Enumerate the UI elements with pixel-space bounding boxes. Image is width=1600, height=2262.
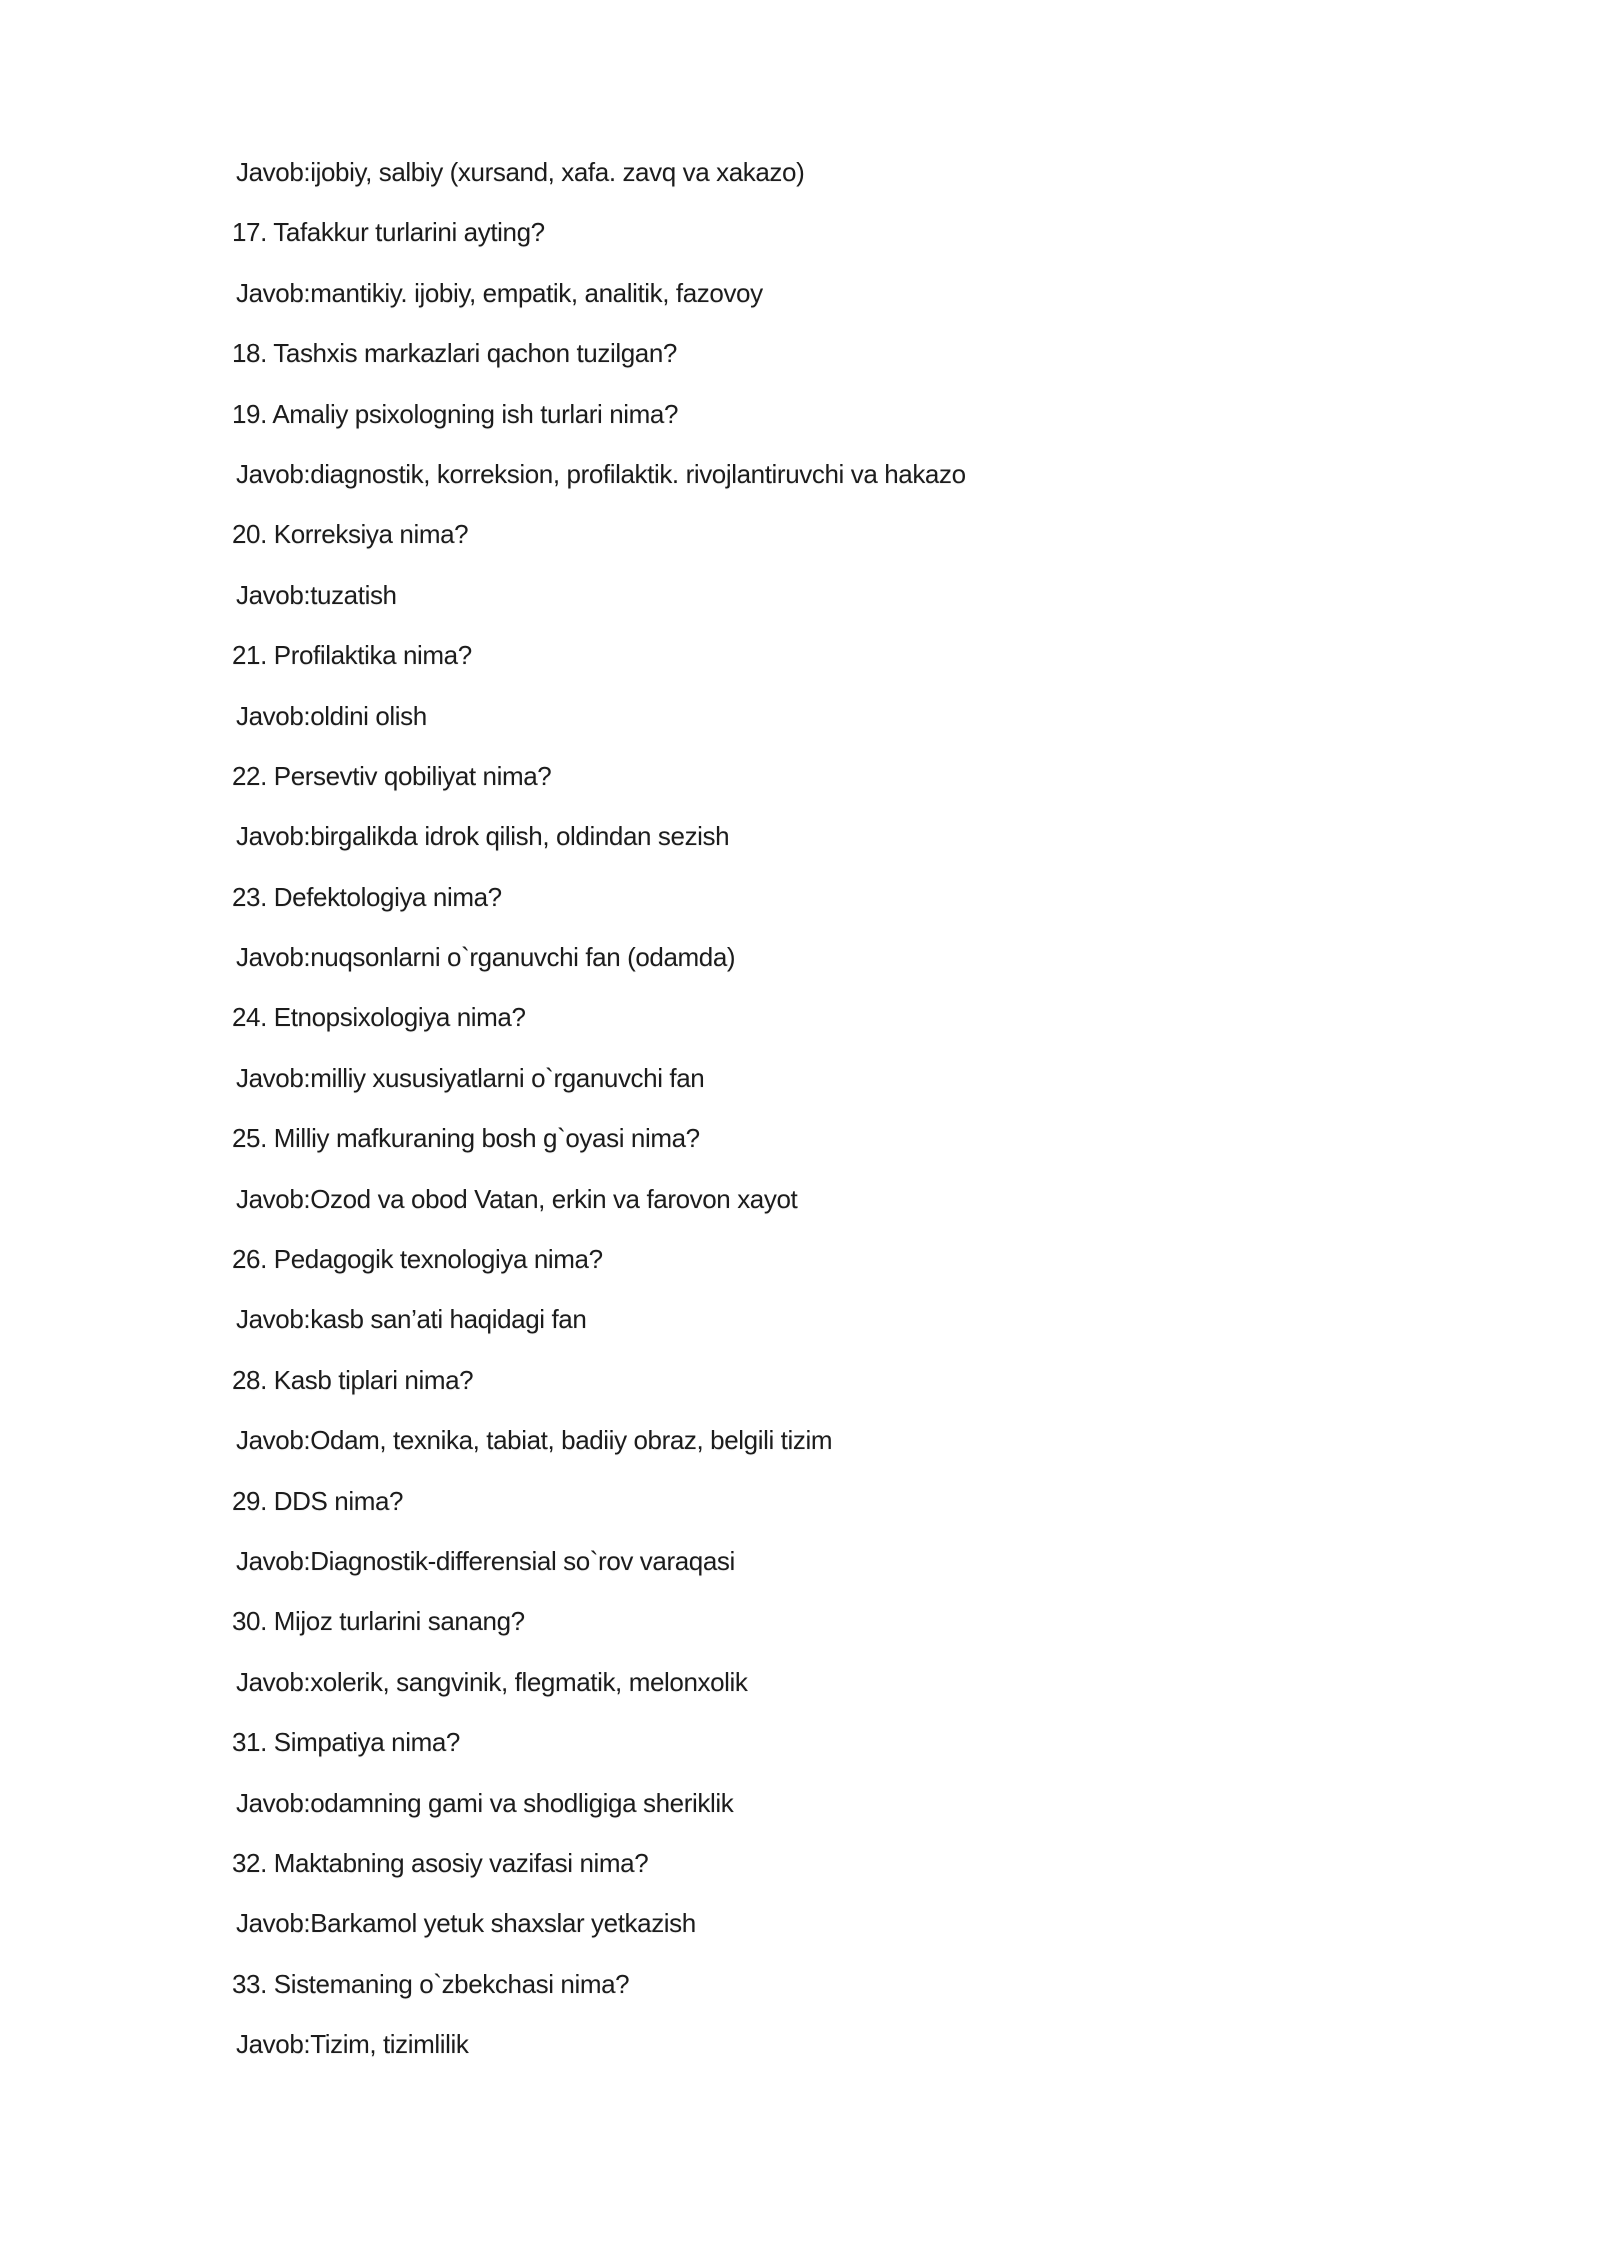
question-line: 32. Maktabning asosiy vazifasi nima? bbox=[232, 1847, 649, 1878]
question-line: 22. Persevtiv qobiliyat nima? bbox=[232, 760, 552, 791]
document-body bbox=[232, 142, 1472, 2075]
question-line: 28. Kasb tiplari nima? bbox=[232, 1364, 474, 1395]
answer-line: Javob:mantikiy. ijobiy, empatik, analitik, fazovoy bbox=[236, 277, 763, 308]
answer-line: Javob:Ozod va obod Vatan, erkin va farovon xayot bbox=[236, 1183, 798, 1214]
answer-line: Javob:ijobiy, salbiy (xursand, xafa. zavq va xakazo) bbox=[236, 157, 805, 187]
answer-line: Javob:kasb san’ati haqidagi fan bbox=[236, 1304, 587, 1335]
question-line: 23. Defektologiya nima? bbox=[232, 881, 502, 912]
answer-line: Javob:Diagnostik-differensial so`rov varaqasi bbox=[236, 1545, 735, 1576]
question-line: 33. Sistemaning o`zbekchasi nima? bbox=[232, 1968, 630, 1999]
question-line: 24. Etnopsixologiya nima? bbox=[232, 1002, 526, 1033]
answer-line: Javob:Barkamol yetuk shaxslar yetkazish bbox=[236, 1908, 696, 1939]
answer-line: Javob:odamning gami va shodligiga sheriklik bbox=[236, 1787, 734, 1818]
question-line: 31. Simpatiya nima? bbox=[232, 1727, 460, 1758]
answer-line: Javob:nuqsonlarni o`rganuvchi fan (odamda) bbox=[236, 942, 736, 973]
question-line: 18. Tashxis markazlari qachon tuzilgan? bbox=[232, 338, 677, 369]
question-line: 21. Profilaktika nima? bbox=[232, 640, 472, 671]
question-line: 26. Pedagogik texnologiya nima? bbox=[232, 1244, 603, 1275]
question-line: 20. Korreksiya nima? bbox=[232, 519, 469, 550]
question-line: 30. Mijoz turlarini sanang? bbox=[232, 1606, 525, 1637]
answer-line: Javob:tuzatish bbox=[236, 579, 397, 610]
question-line: 19. Amaliy psixologning ish turlari nima? bbox=[232, 398, 679, 429]
answer-line: Javob:milliy xususiyatlarni o`rganuvchi fan bbox=[236, 1062, 705, 1093]
question-line: 29. DDS nima? bbox=[232, 1485, 404, 1516]
answer-line: Javob:Tizim, tizimlilik bbox=[236, 2029, 469, 2060]
answer-line: Javob:oldini olish bbox=[236, 700, 427, 731]
answer-line: Javob:diagnostik, korreksion, profilaktik. rivojlantiruvchi va hakazo bbox=[236, 458, 966, 489]
answer-line: Javob:Odam, texnika, tabiat, badiiy obraz, belgili tizim bbox=[236, 1425, 833, 1456]
question-line: 17. Tafakkur turlarini ayting? bbox=[232, 217, 545, 248]
answer-line: Javob:xolerik, sangvinik, flegmatik, melonxolik bbox=[236, 1666, 748, 1697]
answer-line: Javob:birgalikda idrok qilish, oldindan sezish bbox=[236, 821, 730, 852]
question-line: 25. Milliy mafkuraning bosh g`oyasi nima? bbox=[232, 1123, 700, 1154]
